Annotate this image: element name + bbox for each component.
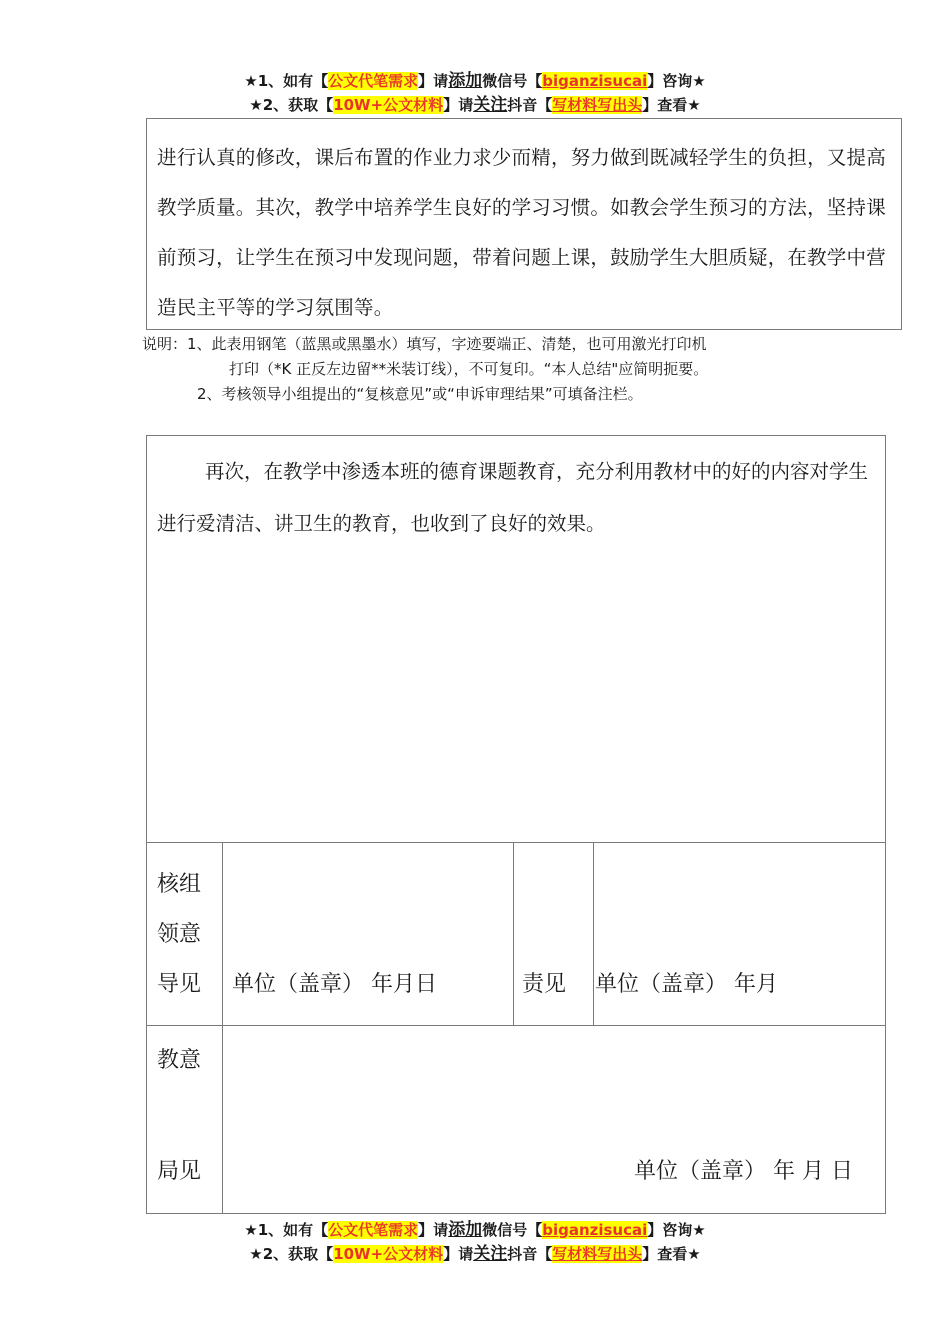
banner-emphasis: 添加 — [448, 71, 483, 91]
banner-text: ★1、如有【 — [244, 1221, 329, 1239]
summary-box — [146, 118, 902, 330]
banner-text: ★2、获取【 — [249, 96, 334, 114]
banner-text: 】请 — [418, 1221, 449, 1239]
note-line-2: 打印（*K 正反左边留**米装订线），不可复印。“本人总结"应简明扼要。 — [229, 360, 709, 378]
bottom-banner-line-2 — [0, 1243, 950, 1265]
banner-text: 微信号【 — [482, 1221, 543, 1239]
banner-text: 】查看★ — [642, 1245, 701, 1263]
banner-text: ★1、如有【 — [244, 72, 329, 90]
education-bureau-label: 局见 — [157, 1159, 202, 1184]
banner-douyin-id: 写材料写出头 — [552, 1245, 643, 1263]
leader-opinion-label: 核组 — [157, 872, 202, 897]
banner-wechat-id: biganzisucai — [542, 72, 648, 90]
banner-douyin-id: 写材料写出头 — [552, 96, 643, 114]
leader-opinion-label: 导见 — [157, 972, 202, 997]
bottom-banner-line-1 — [0, 1219, 950, 1241]
row-divider — [147, 842, 885, 843]
banner-text: 】请 — [418, 72, 449, 90]
banner-text: 】查看★ — [642, 96, 701, 114]
banner-highlight: 10W+公文材料 — [333, 1245, 444, 1263]
banner-wechat-id: biganzisucai — [542, 1221, 648, 1239]
banner-emphasis: 关注 — [473, 1244, 508, 1264]
stamp-date-bureau: 单位（盖章） 年 月 日 — [634, 1159, 853, 1184]
banner-highlight: 公文代笔需求 — [328, 72, 419, 90]
review-table — [146, 435, 886, 1214]
note-line-3: 2、考核领导小组提出的“复核意见”或“申诉审理结果”可填备注栏。 — [197, 385, 643, 403]
banner-text: ★2、获取【 — [249, 1245, 334, 1263]
stamp-date-left: 单位（盖章） 年月日 — [232, 972, 437, 997]
stamp-date-right: 单位（盖章） 年月 — [595, 972, 778, 997]
banner-highlight: 10W+公文材料 — [333, 96, 444, 114]
top-banner-line-1 — [0, 70, 950, 92]
responsibility-opinion-label: 责见 — [522, 972, 567, 997]
banner-text: 微信号【 — [482, 72, 543, 90]
banner-highlight: 公文代笔需求 — [328, 1221, 419, 1239]
body-text: 再次，在教学中渗透本班的德育课题教育，充分利用教材中的好的内容对学生进行爱清洁、讲卫生的教育，也收到了良好的效果。 — [157, 460, 869, 535]
leader-opinion-label: 领意 — [157, 922, 202, 947]
column-divider — [222, 842, 223, 1214]
row-divider — [147, 1025, 885, 1026]
banner-emphasis: 关注 — [473, 95, 508, 115]
banner-text: 】咨询★ — [647, 72, 706, 90]
banner-emphasis: 添加 — [448, 1220, 483, 1240]
education-bureau-label: 教意 — [157, 1048, 202, 1073]
body-text-cell — [157, 446, 885, 550]
column-divider — [513, 842, 514, 1025]
banner-text: 】咨询★ — [647, 1221, 706, 1239]
banner-text: 】请 — [443, 1245, 474, 1263]
column-divider — [593, 842, 594, 1025]
banner-text: 】请 — [443, 96, 474, 114]
note-line-1: 说明：1、此表用钢笔（蓝黑或黑墨水）填写，字迹要端正、清楚，也可用激光打印机 — [142, 335, 707, 353]
banner-text: 抖音【 — [507, 1245, 553, 1263]
top-banner-line-2 — [0, 94, 950, 116]
banner-text: 抖音【 — [507, 96, 553, 114]
summary-text: 进行认真的修改，课后布置的作业力求少而精，努力做到既减轻学生的负担，又提高教学质量。其次，教学中培养学生良好的学习习惯。如教会学生预习的方法，坚持课前预习，让学生在预习中发现问题，带着问题上课，鼓励学生大胆质疑，在教学中营造民主平等的学习氛围等。 — [157, 146, 886, 319]
